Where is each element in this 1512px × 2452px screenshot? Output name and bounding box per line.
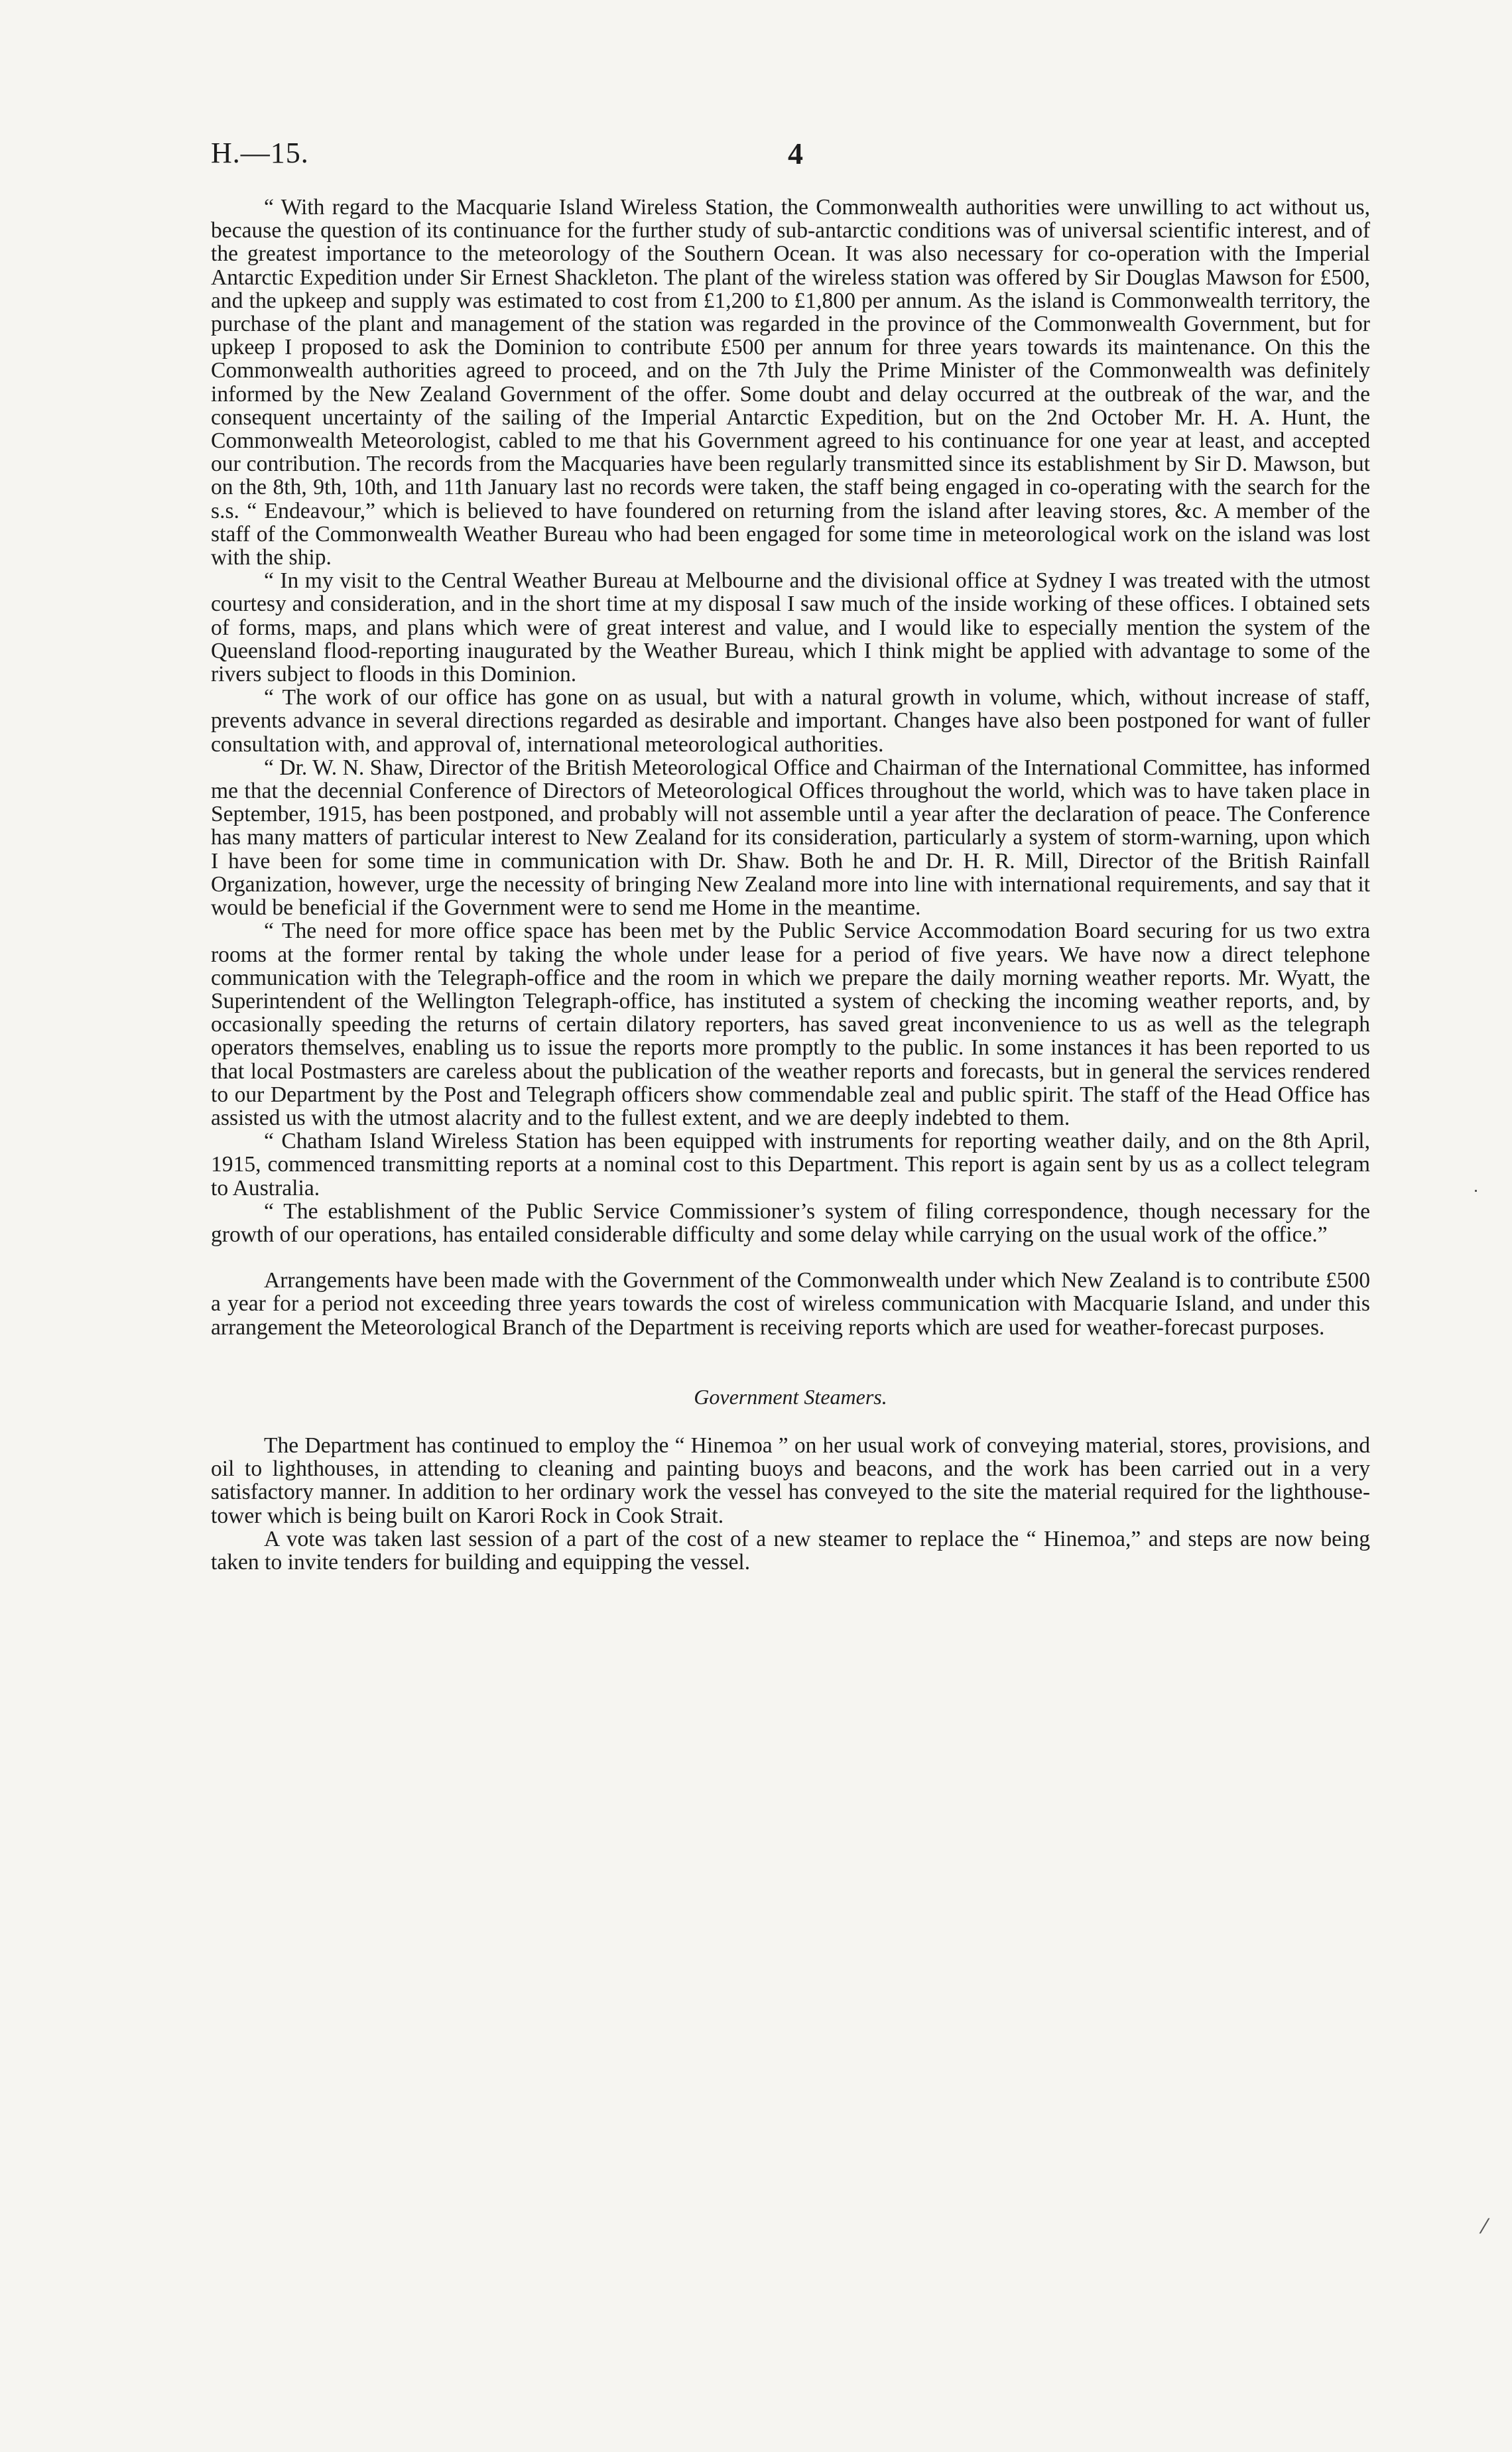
page-number: 4 bbox=[788, 137, 803, 170]
paragraph: “ Dr. W. N. Shaw, Director of the British Meteorological Office and Chairman of the International Committee, has informed me that the decennial Conference of Directors of Meteorological Offices throughout the world, which was to have taken place in September, 1915, has been postponed, and probably will not assemble until a year after the declaration of peace. The Conference has many matters of particular interest to New Zealand for its consideration, particularly a system of storm-warning, upon which I have been for some time in communication with Dr. Shaw. Both he and Dr. H. R. Mill, Director of the British Rainfall Organization, however, urge the necessity of bringing New Zealand more into line with international requirements, and say that it would be beneficial if the Government were to send me Home in the meantime. bbox=[211, 755, 1370, 921]
body-text bbox=[211, 196, 1370, 1574]
paragraph: “ Chatham Island Wireless Station has been equipped with instruments for reporting weather daily, and on the 8th April, 1915, commenced transmitting reports at a nominal cost to this Department. This report is again sent by us as a collect telegram to Australia. bbox=[211, 1129, 1370, 1200]
margin-pen-mark: ⁄ bbox=[1483, 2215, 1487, 2238]
paragraph: The Department has continued to employ the “ Hinemoa ” on her usual work of conveying material, stores, provisions, and oil to lighthouses, in attending to cleaning and painting buoys and beacons, and the work has been carried out in a very satisfactory manner. In addition to her ordinary work the vessel has conveyed to the site the material required for the lighthouse-tower which is being built on Karori Rock in Cook Strait. bbox=[211, 1433, 1370, 1528]
paragraph: A vote was taken last session of a part of the cost of a new steamer to replace the “ Hinemoa,” and steps are now being taken to invite tenders for building and equipping the vessel. bbox=[211, 1526, 1370, 1575]
page-header bbox=[211, 136, 1371, 176]
paragraph: “ The need for more office space has been met by the Public Service Accommodation Board securing for us two extra rooms at the former rental by taking the whole under lease for a period of five years. We have now a direct telephone communication with the Telegraph-office and the room in which we prepare the daily morning weather reports. Mr. Wyatt, the Superintendent of the Wellington Telegraph-office, has instituted a system of checking the incoming weather reports, and, by occasionally speeding the returns of certain dilatory reporters, has saved great inconvenience to us as well as the telegraph operators themselves, enabling us to issue the reports more promptly to the public. In some instances it has been reported to us that local Postmasters are careless about the publication of the weather reports and forecasts, but in general the services rendered to our Department by the Post and Telegraph officers show commendable zeal and public spirit. The staff of the Head Office has assisted us with the utmost alacrity and to the fullest extent, and we are deeply indebted to them. bbox=[211, 919, 1370, 1130]
paragraph: “ With regard to the Macquarie Island Wireless Station, the Commonwealth authorities were unwilling to act without us, because the question of its continuance for the further study of sub-antarctic conditions was of universal scientific interest, and of the greatest importance to the meteorology of the Southern Ocean. It was also necessary for co-operation with the Imperial Antarctic Expedition under Sir Ernest Shackleton. The plant of the wireless station was offered by Sir Douglas Mawson for £500, and the upkeep and supply was estimated to cost from £1,200 to £1,800 per annum. As the island is Commonwealth territory, the purchase of the plant and management of the station was regarded in the province of the Commonwealth Government, but for upkeep I proposed to ask the Dominion to contribute £500 per annum for three years towards its maintenance. On this the Commonwealth authorities agreed to proceed, and on the 7th July the Prime Minister of the Commonwealth was definitely informed by the New Zealand Government of the offer. Some doubt and delay occurred at the outbreak of the war, and the consequent uncertainty of the sailing of the Imperial Antarctic Expedition, but on the 2nd October Mr. H. A. Hunt, the Commonwealth Meteorologist, cabled to me that his Government agreed to his continuance for one year at least, and accepted our contribution. The records from the Macquaries have been regularly transmitted since its establishment by Sir D. Mawson, but on the 8th, 9th, 10th, and 11th January last no records were taken, the staff being engaged in co-operating with the search for the s.s. “ Endeavour,” which is believed to have foundered on returning from the island after leaving stores, &c. A member of the staff of the Commonwealth Weather Bureau who had been engaged for some time in meteorological work on the island was lost with the ship. bbox=[211, 195, 1370, 570]
section-heading: Government Steamers. bbox=[694, 1384, 887, 1409]
paragraph: “ In my visit to the Central Weather Bureau at Melbourne and the divisional office at Sydney I was treated with the utmost courtesy and consideration, and in the short time at my disposal I saw much of the inside working of these offices. I obtained sets of forms, maps, and plans which were of great interest and value, and I would like to especially mention the system of the Queensland flood-reporting inaugurated by the Weather Bureau, which I think might be applied with advantage to some of the rivers subject to floods in this Dominion. bbox=[211, 568, 1370, 687]
paragraph-arrangements: Arrangements have been made with the Government of the Commonwealth under which New Zealand is to contribute £500 a year for a period not exceeding three years towards the cost of wireless communication with Macquarie Island, and under this arrangement the Meteorological Branch of the Department is receiving reports which are used for weather-forecast purposes. bbox=[211, 1268, 1370, 1340]
paragraph: “ The establishment of the Public Service Commissioner’s system of filing correspondence, though necessary for the growth of our operations, has entailed considerable difficulty and some delay while carrying on the usual work of the office.” bbox=[211, 1198, 1370, 1247]
paragraph: “ The work of our office has gone on as usual, but with a natural growth in volume, which, without increase of staff, prevents advance in several directions regarded as desirable and important. Changes have also been postponed for want of fuller consultation with, and approval of, international meteorological authorities. bbox=[211, 685, 1370, 757]
margin-speck: ˙ bbox=[1471, 1187, 1481, 1210]
report-reference: H.—15. bbox=[211, 137, 309, 169]
